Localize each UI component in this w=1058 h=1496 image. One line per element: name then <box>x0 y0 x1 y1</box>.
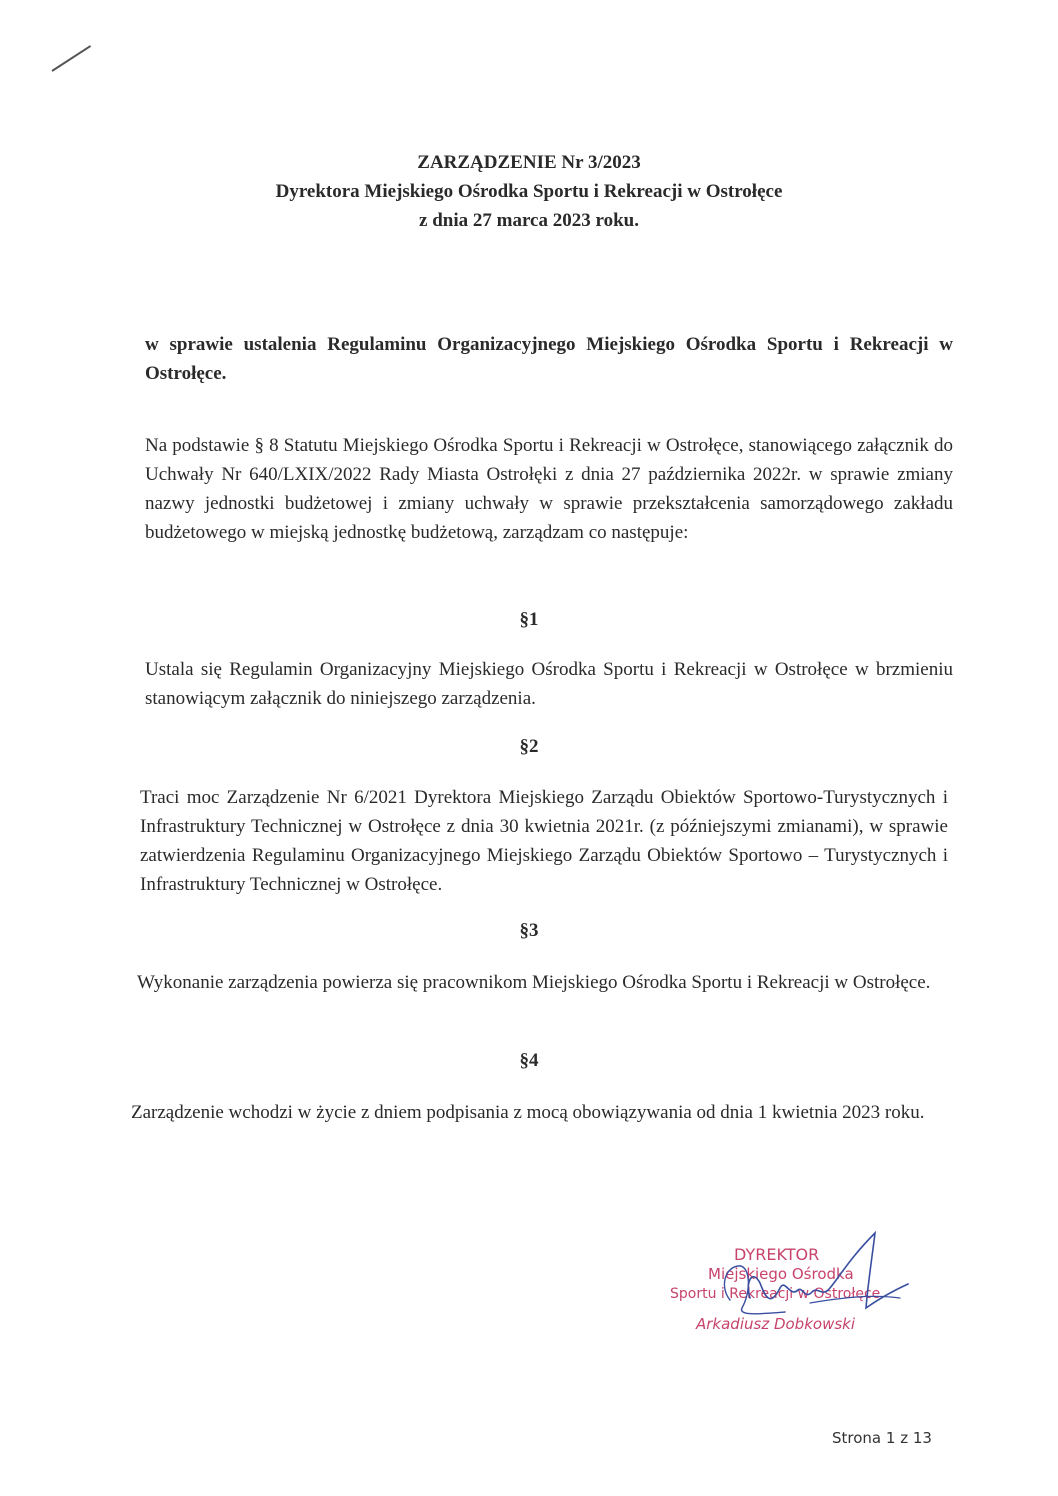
stamp-title: DYREKTOR <box>734 1245 820 1264</box>
section-2-text: Traci moc Zarządzenie Nr 6/2021 Dyrektora Miejskiego Zarządu Obiektów Sportowo-Turystycznych i Infrastruktury Technicznej w Ostrołęce z dnia 30 kwietnia 2021r. (z późniejszymi zmianami), w sprawie zatwierdzenia Regulaminu Organizacyjnego Miejskiego Zarządu Obiektów Sportowo – Turystycznych i Infrastruktury Technicznej w Ostrołęce. <box>140 787 948 895</box>
document-subject: w sprawie ustalenia Regulaminu Organizacyjnego Miejskiego Ośrodka Sportu i Rekreacji w Ostrołęce. <box>145 334 953 384</box>
stamp-institution-line2: Sportu i Rekreacji w Ostrołęce <box>670 1286 881 1302</box>
section-4-text: Zarządzenie wchodzi w życie z dniem podpisania z mocą obowiązywania od dnia 1 kwietnia 2023 roku. <box>131 1102 925 1123</box>
header-title: ZARZĄDZENIE Nr 3/2023 <box>417 152 641 173</box>
page-number: Strona 1 z 13 <box>832 1429 932 1447</box>
stamp-name: Arkadiusz Dobkowski <box>696 1315 856 1333</box>
header-issuer: Dyrektora Miejskiego Ośrodka Sportu i Rekreacji w Ostrołęce <box>275 181 783 202</box>
handwritten-signature <box>690 1228 920 1338</box>
section-2-mark: §2 <box>519 736 539 757</box>
document-header <box>0 148 1058 235</box>
section-1-mark: §1 <box>519 609 539 630</box>
section-4-mark: §4 <box>519 1050 539 1071</box>
stamp-institution-line1: Miejskiego Ośrodka <box>708 1265 854 1283</box>
section-3-text: Wykonanie zarządzenia powierza się pracownikom Miejskiego Ośrodka Sportu i Rekreacji w Ostrołęce. <box>137 972 931 993</box>
scan-mark <box>51 45 91 72</box>
header-date: z dnia 27 marca 2023 roku. <box>419 210 639 231</box>
preamble-paragraph: Na podstawie § 8 Statutu Miejskiego Ośrodka Sportu i Rekreacji w Ostrołęce, stanowiącego załącznik do Uchwały Nr 640/LXIX/2022 Rady Miasta Ostrołęki z dnia 27 października 2022r. w sprawie zmiany nazwy jednostki budżetowej i zmiany uchwały w sprawie przekształcenia samorządowego zakładu budżetowego w miejską jednostkę budżetową, zarządzam co następuje: <box>145 435 953 543</box>
section-1-text: Ustala się Regulamin Organizacyjny Miejskiego Ośrodka Sportu i Rekreacji w Ostrołęce w brzmieniu stanowiącym załącznik do niniejszego zarządzenia. <box>145 659 953 709</box>
section-3-mark: §3 <box>519 920 539 941</box>
